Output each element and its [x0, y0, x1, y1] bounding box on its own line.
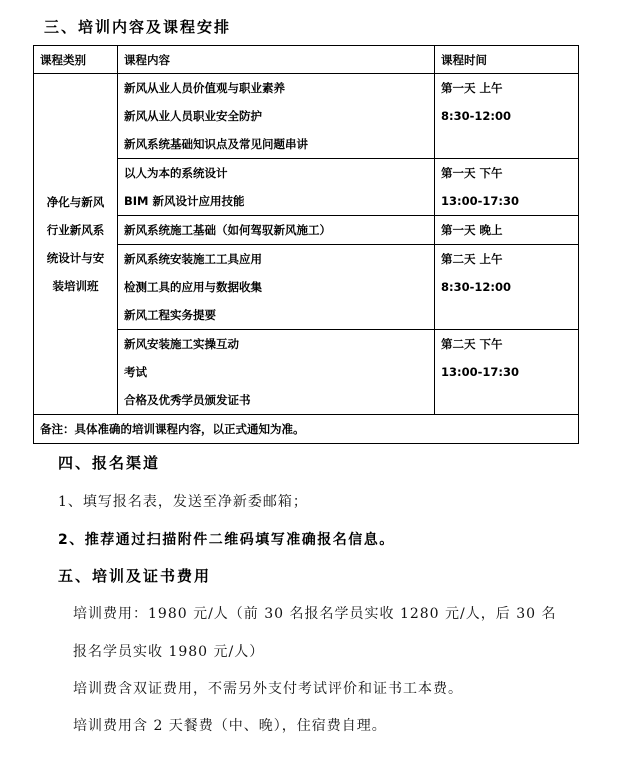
course-time-cell: [435, 245, 579, 330]
fee-line-3: 培训费含双证费用，不需另外支付考试评价和证书工本费。: [73, 681, 463, 697]
fee-line-2: 报名学员实收 1980 元/人）: [73, 644, 265, 660]
course-content-cell: [118, 330, 435, 415]
course-day: 第二天 下午: [441, 337, 503, 351]
course-content-cell: [118, 216, 435, 245]
course-time-cell: [435, 74, 579, 159]
course-item: BIM 新风设计应用技能: [124, 194, 245, 208]
course-schedule-table: [33, 45, 579, 444]
course-item: 新风从业人员职业安全防护: [124, 109, 262, 123]
fee-line-1: 培训费用：1980 元/人（前 30 名报名学员实收 1280 元/人，后 30 名: [73, 606, 557, 622]
course-day: 第一天 上午: [441, 81, 503, 95]
table-header-row: [34, 46, 579, 74]
registration-item-1: 1、填写报名表，发送至净新委邮箱；: [58, 494, 308, 510]
course-item: 新风系统施工基础（如何驾驭新风施工）: [124, 223, 331, 237]
category-line: 行业新风系: [46, 223, 105, 237]
category-line: 装培训班: [52, 279, 99, 293]
section-4-title: 四、报名渠道: [58, 454, 161, 472]
course-content-cell: [118, 245, 435, 330]
fee-line-4: 培训费用含 2 天餐费（中、晚），住宿费自理。: [73, 718, 387, 734]
course-item: 考试: [124, 365, 147, 379]
course-item: 合格及优秀学员颁发证书: [124, 393, 251, 407]
table-note: 备注：具体准确的培训课程内容，以正式通知为准。: [34, 415, 579, 444]
course-content-cell: [118, 159, 435, 216]
course-item: 以人为本的系统设计: [124, 166, 228, 180]
category-line: 净化与新风: [46, 195, 105, 209]
table-row: [34, 74, 579, 159]
header-content: 课程内容: [118, 46, 435, 74]
header-category: 课程类别: [34, 46, 118, 74]
section-5-title: 五、培训及证书费用: [58, 567, 212, 585]
registration-item-2: 2、推荐通过扫描附件二维码填写准确报名信息。: [58, 532, 395, 548]
course-item: 新风从业人员价值观与职业素养: [124, 81, 285, 95]
section-3-title: 三、培训内容及课程安排: [44, 18, 232, 36]
course-category-cell: [34, 74, 118, 415]
course-time-cell: [435, 159, 579, 216]
course-item: 新风系统基础知识点及常见问题串讲: [124, 137, 308, 151]
course-item: 新风系统安装施工工具应用: [124, 252, 262, 266]
course-day: 第二天 上午: [441, 252, 503, 266]
course-item: 新风工程实务提要: [124, 308, 216, 322]
course-time-cell: [435, 330, 579, 415]
course-day: 第一天 晚上: [441, 223, 503, 237]
course-hours: 8:30-12:00: [441, 109, 511, 123]
course-hours: 13:00-17:30: [441, 365, 519, 379]
course-time-cell: [435, 216, 579, 245]
header-time: 课程时间: [435, 46, 579, 74]
category-line: 统设计与安: [46, 251, 105, 265]
course-item: 新风安装施工实操互动: [124, 337, 239, 351]
course-content-cell: [118, 74, 435, 159]
course-hours: 8:30-12:00: [441, 280, 511, 294]
course-day: 第一天 下午: [441, 166, 503, 180]
course-hours: 13:00-17:30: [441, 194, 519, 208]
table-note-row: [34, 415, 579, 444]
course-item: 检测工具的应用与数据收集: [124, 280, 262, 294]
